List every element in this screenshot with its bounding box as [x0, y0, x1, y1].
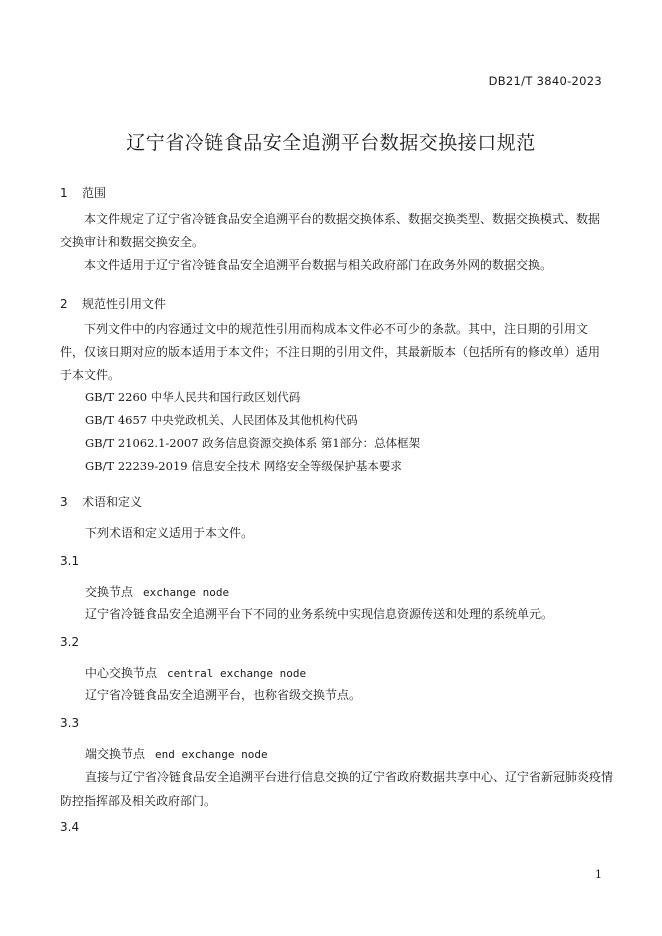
reference-item: GB/T 4657 中央党政机关、人民团体及其他机构代码 — [85, 413, 358, 427]
term-zh: 端交换节点 — [85, 747, 146, 761]
term-number: 3.4 — [60, 820, 80, 834]
term-number: 3.2 — [60, 635, 80, 649]
term-number: 3.3 — [60, 716, 80, 730]
term-heading — [85, 745, 268, 762]
section-number: 1 — [60, 186, 68, 200]
term-definition-line: 直接与辽宁省冷链食品安全追溯平台进行信息交换的辽宁省政府数据共享中心、辽宁省新冠肺炎疫情 — [85, 770, 614, 784]
section-number: 3 — [60, 495, 68, 509]
section-title: 范围 — [82, 186, 107, 200]
document-code: DB21/T 3840-2023 — [488, 74, 602, 88]
section-3-heading — [60, 493, 142, 510]
term-en: end exchange node — [155, 748, 268, 761]
term-number: 3.1 — [60, 554, 80, 568]
section-2-heading — [60, 295, 166, 312]
term-definition: 辽宁省冷链食品安全追溯平台，也称省级交换节点。 — [85, 688, 362, 702]
term-definition-line: 防控指挥部及相关政府部门。 — [60, 794, 217, 808]
term-zh: 交换节点 — [85, 585, 134, 599]
section-3-intro: 下列术语和定义适用于本文件。 — [85, 526, 254, 540]
section-1-heading — [60, 184, 106, 201]
section-title: 规范性引用文件 — [82, 297, 167, 311]
section-number: 2 — [60, 297, 68, 311]
term-heading — [85, 583, 229, 600]
reference-item: GB/T 21062.1-2007 政务信息资源交换体系 第1部分：总体框架 — [85, 436, 421, 450]
term-en: central exchange node — [167, 667, 307, 680]
term-zh: 中心交换节点 — [85, 666, 158, 680]
section-1-paragraph-2: 本文件适用于辽宁省冷链食品安全追溯平台数据与相关政府部门在政务外网的数据交换。 — [84, 258, 553, 272]
term-definition: 辽宁省冷链食品安全追溯平台下不同的业务系统中实现信息资源传送和处理的系统单元。 — [85, 607, 554, 621]
reference-item: GB/T 22239-2019 信息安全技术 网络安全等级保护基本要求 — [85, 459, 402, 473]
section-2-paragraph: 下列文件中的内容通过文中的规范性引用而构成本文件必不可少的条款。其中，注日期的引用文件，仅该日期对应的版本适用于本文件；不注日期的引用文件，其最新版本（包括所有的修改单）适用于本文件。 — [60, 322, 601, 382]
reference-item: GB/T 2260 中华人民共和国行政区划代码 — [85, 390, 301, 404]
section-1-paragraph-1: 本文件规定了辽宁省冷链食品安全追溯平台的数据交换体系、数据交换类型、数据交换模式、数据交换审计和数据交换安全。 — [60, 212, 601, 249]
document-title: 辽宁省冷链食品安全追溯平台数据交换接口规范 — [126, 132, 536, 154]
term-en: exchange node — [143, 586, 230, 599]
reference-list — [85, 386, 420, 478]
section-title: 术语和定义 — [82, 495, 143, 509]
page-number: 1 — [595, 868, 602, 881]
term-heading — [85, 664, 306, 681]
